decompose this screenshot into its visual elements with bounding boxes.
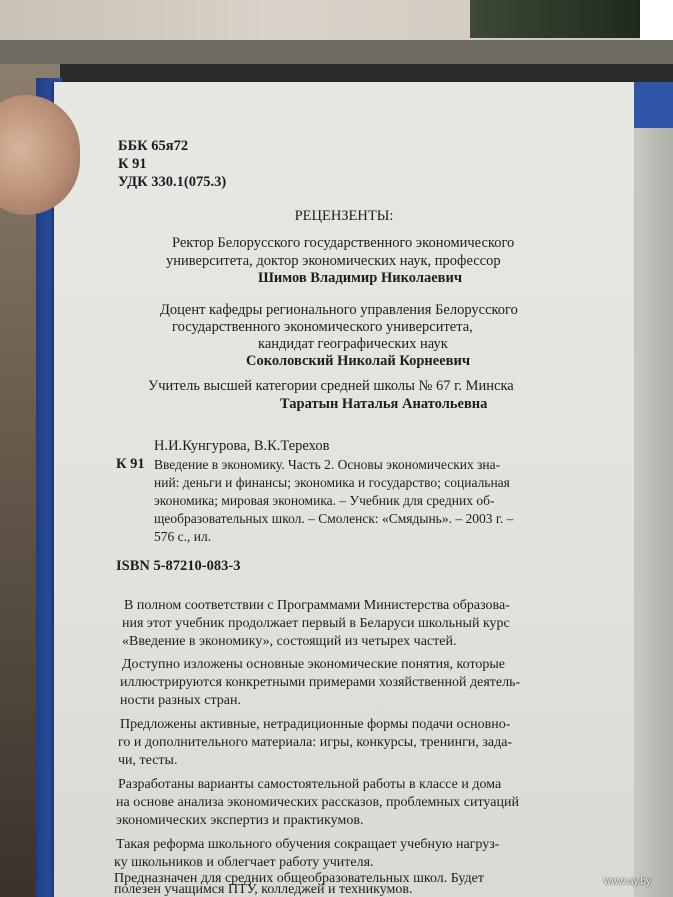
background-gap [0,40,673,64]
annotation-line: чи, тесты. [118,753,178,768]
reviewer2-line2: государственного экономического университета, [172,319,473,335]
annotation-line: иллюстрируются конкретными примерами хозяйственной деятель- [120,675,521,690]
annotation-line: полезен учащимся ПТУ, колледжей и техникумов. [114,882,413,897]
reviewers-title: РЕЦЕНЗЕНТЫ: [294,208,394,224]
annotation-line: «Введение в экономику», состоящий из четырех частей. [122,634,457,649]
book-page [54,82,634,897]
annotation-line: Разработаны варианты самостоятельной работы в классе и дома [118,777,502,792]
annotation-line: го и дополнительного материала: игры, конкурсы, тренинги, зада- [118,735,513,750]
book-right-page-edge [634,128,673,897]
catalog-line: щеобразовательных школ. – Смоленск: «Смядынь». – 2003 г. – [154,511,514,526]
reviewer3-line1: Учитель высшей категории средней школы № 67 г. Минска [148,378,514,394]
annotation-line: Предназначен для средних общеобразовательных школ. Будет [114,871,485,886]
annotation-line: ку школьников и облегчает работу учителя. [114,855,374,870]
background-object [470,0,640,38]
watermark: www.ay.by [604,876,652,887]
annotation-line: экономических экспертиз и практикумов. [116,813,364,828]
reviewer2-line3: кандидат географических наук [258,336,448,352]
isbn: ISBN 5-87210-083-3 [116,558,241,574]
annotation-line: В полном соответствии с Программами Министерства образова- [124,598,510,613]
catalog-line: ний: деньги и финансы; экономика и государство; социальная [154,475,510,490]
catalog-authors: Н.И.Кунгурова, В.К.Терехов [154,438,330,454]
catalog-code: К 91 [116,456,145,472]
background-white-area [640,0,673,40]
k-code: К 91 [118,156,147,172]
reviewer2-name: Соколовский Николай Корнеевич [246,353,471,369]
reviewer1-line2: университета, доктор экономических наук, профессор [166,253,501,269]
annotation-line: ности разных стран. [120,693,242,708]
annotation-line: Предложены активные, нетрадиционные формы подачи основно- [120,717,511,732]
annotation-line: на основе анализа экономических рассказов, проблемных ситуаций [116,795,519,810]
catalog-line: Введение в экономику. Часть 2. Основы экономических зна- [154,457,501,472]
annotation-line: Такая реформа школьного обучения сокращает учебную нагруз- [116,837,500,852]
udk-code: УДК 330.1(075.3) [118,174,227,190]
book-cover-corner [629,82,673,130]
catalog-line: 576 с., ил. [154,529,212,544]
bbk-code: ББК 65я72 [118,138,189,154]
reviewer1-line1: Ректор Белорусского государственного экономического [172,235,515,251]
reviewer2-line1: Доцент кафедры регионального управления Белорусского [160,302,518,318]
background-strip [0,0,673,40]
catalog-line: экономика; мировая экономика. – Учебник для средних об- [154,493,495,508]
reviewer1-name: Шимов Владимир Николаевич [258,270,463,286]
annotation-line: Доступно изложены основные экономические понятия, которые [122,657,506,672]
reviewer3-name: Таратын Наталья Анатольевна [280,396,488,412]
annotation-line: ния этот учебник продолжает первый в Беларуси школьный курс [122,616,510,631]
